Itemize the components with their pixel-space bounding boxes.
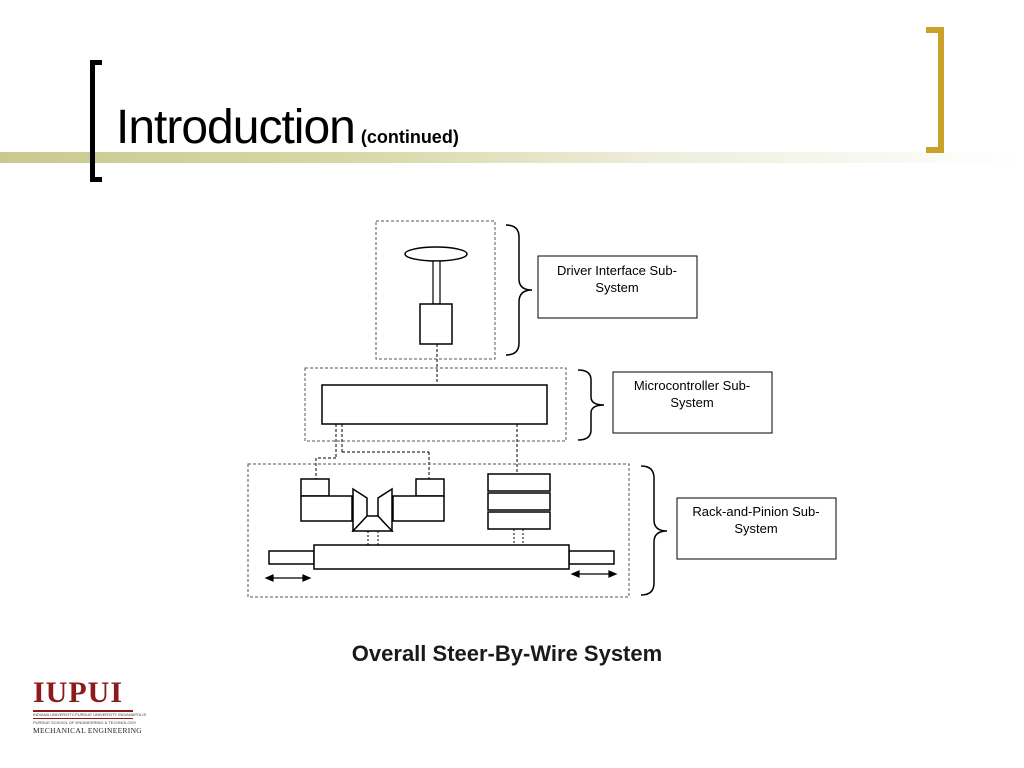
bevel-gear-icon [353, 489, 392, 531]
title-text: Introduction [116, 101, 355, 154]
controller-wires [316, 424, 517, 480]
steering-wheel-icon [405, 247, 467, 304]
rack-and-pinion-label-line1: Rack-and-Pinion Sub- [692, 504, 820, 519]
logo-school-line: PURDUE SCHOOL OF ENGINEERING & TECHNOLOGY [33, 720, 137, 725]
steering-rack [269, 545, 614, 569]
rack-and-pinion-brace [641, 466, 667, 595]
left-motor-block [301, 496, 352, 521]
driver-interface-label-line1: Driver Interface Sub- [557, 263, 677, 278]
rack-and-pinion-label-line2: System [734, 521, 778, 536]
driver-interface-brace [506, 225, 532, 355]
iupui-logo [33, 676, 147, 735]
microcontroller-block [322, 385, 547, 424]
left-travel-arrow-icon [266, 575, 310, 581]
diagram-caption: Overall Steer-By-Wire System [351, 641, 663, 666]
steering-motor-block [420, 304, 452, 344]
right-motor-block [393, 496, 444, 521]
right-travel-arrow-icon [572, 571, 616, 577]
logo-university-line: INDIANA UNIVERSITY-PURDUE UNIVERSITY INDIANAPOLIS [33, 712, 147, 717]
stacked-sensor-blocks [488, 474, 550, 529]
right-sensor-block [416, 479, 444, 496]
logo-department-line: MECHANICAL ENGINEERING [33, 726, 143, 735]
microcontroller-label-line1: Microcontroller Sub- [633, 378, 751, 393]
driver-interface-label-line2: System [595, 280, 639, 295]
logo-mark: IUPUI [33, 676, 124, 709]
microcontroller-brace [578, 370, 604, 440]
title-suffix: (continued) [360, 127, 459, 147]
sensor-shaft [514, 529, 523, 545]
gear-shaft [368, 531, 378, 545]
left-sensor-block [301, 479, 329, 496]
microcontroller-label-line2: System [670, 395, 714, 410]
